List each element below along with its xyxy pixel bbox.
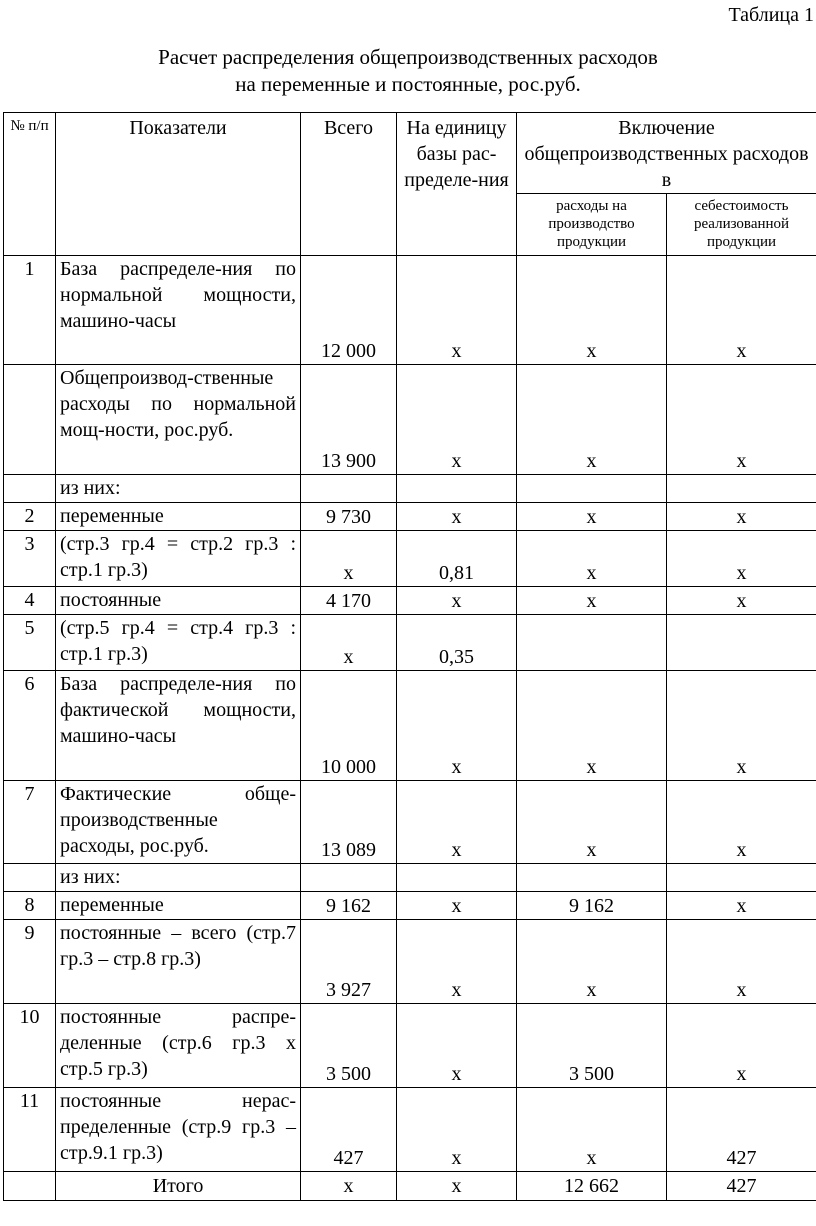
row-unit: х — [397, 587, 517, 615]
row-name: переменные — [56, 503, 301, 531]
row-production: х — [517, 671, 667, 781]
table-row — [4, 1088, 816, 1172]
row-name: из них: — [56, 864, 301, 892]
row-num: 10 — [4, 1004, 56, 1088]
row-cost: х — [667, 671, 816, 781]
row-cost: х — [667, 1004, 816, 1088]
row-cost: 427 — [667, 1088, 816, 1172]
row-num: 11 — [4, 1088, 56, 1172]
total-total: х — [301, 1172, 397, 1201]
row-unit: х — [397, 1004, 517, 1088]
row-name: постоянные — [56, 587, 301, 615]
header-num: № п/п — [4, 113, 56, 256]
row-name: База распределе-ния по фактической мощности, машино-часы — [56, 671, 301, 781]
row-num: 3 — [4, 531, 56, 587]
table-caption: Таблица 1 — [728, 4, 814, 26]
row-production — [517, 864, 667, 892]
row-total: 13 089 — [301, 781, 397, 864]
row-total: 427 — [301, 1088, 397, 1172]
row-cost: х — [667, 531, 816, 587]
table-row — [4, 531, 816, 587]
distribution-table — [3, 112, 816, 1201]
table-row — [4, 503, 816, 531]
row-name: постоянные – всего (стр.7 гр.3 – стр.8 гр.3) — [56, 920, 301, 1004]
table-row — [4, 920, 816, 1004]
row-total: 4 170 — [301, 587, 397, 615]
row-num: 9 — [4, 920, 56, 1004]
row-name: Общепроизвод-ственные расходы по нормальной мощ-ности, рос.руб. — [56, 365, 301, 475]
row-name: переменные — [56, 892, 301, 920]
row-total: х — [301, 615, 397, 671]
header-total: Всего — [301, 113, 397, 256]
row-production: х — [517, 587, 667, 615]
row-num: 8 — [4, 892, 56, 920]
row-production: х — [517, 256, 667, 365]
row-cost: х — [667, 256, 816, 365]
table-row — [4, 365, 816, 475]
row-name: (стр.3 гр.4 = стр.2 гр.3 : стр.1 гр.3) — [56, 531, 301, 587]
row-production: 9 162 — [517, 892, 667, 920]
row-name: постоянные распре-деленные (стр.6 гр.3 х стр.5 гр.3) — [56, 1004, 301, 1088]
row-cost: х — [667, 503, 816, 531]
row-cost: х — [667, 892, 816, 920]
row-num: 6 — [4, 671, 56, 781]
total-unit: х — [397, 1172, 517, 1201]
row-num: 1 — [4, 256, 56, 365]
row-total: 10 000 — [301, 671, 397, 781]
header-per-unit: На единицу базы рас-пределе-ния — [397, 113, 517, 256]
row-production: х — [517, 1088, 667, 1172]
header-cost: себестоимость реализованной продукции — [667, 194, 816, 256]
table-row — [4, 256, 816, 365]
header-inclusion: Включение общепроизводственных расходов в — [517, 113, 816, 194]
row-name: постоянные нерас-пределенные (стр.9 гр.3 – стр.9.1 гр.3) — [56, 1088, 301, 1172]
row-total: 3 927 — [301, 920, 397, 1004]
row-name: База распределе-ния по нормальной мощности, машино-часы — [56, 256, 301, 365]
row-total: 12 000 — [301, 256, 397, 365]
row-production — [517, 615, 667, 671]
row-num: 4 — [4, 587, 56, 615]
row-cost: х — [667, 365, 816, 475]
title-line-2: на переменные и постоянные, рос.руб. — [235, 72, 581, 96]
row-production: х — [517, 781, 667, 864]
row-cost — [667, 864, 816, 892]
table-row — [4, 864, 816, 892]
document-title — [0, 44, 816, 98]
row-cost: х — [667, 920, 816, 1004]
table-row — [4, 892, 816, 920]
table-row — [4, 671, 816, 781]
row-name: (стр.5 гр.4 = стр.4 гр.3 : стр.1 гр.3) — [56, 615, 301, 671]
row-cost: х — [667, 781, 816, 864]
row-production — [517, 475, 667, 503]
row-num: 5 — [4, 615, 56, 671]
row-production: х — [517, 503, 667, 531]
row-production: х — [517, 365, 667, 475]
row-num — [4, 365, 56, 475]
row-unit: х — [397, 256, 517, 365]
row-cost — [667, 475, 816, 503]
row-production: х — [517, 531, 667, 587]
total-cost: 427 — [667, 1172, 816, 1201]
row-unit: х — [397, 365, 517, 475]
table-row — [4, 1004, 816, 1088]
total-row — [4, 1172, 816, 1201]
row-unit: х — [397, 920, 517, 1004]
table-row — [4, 475, 816, 503]
row-num — [4, 864, 56, 892]
row-name: из них: — [56, 475, 301, 503]
row-num: 7 — [4, 781, 56, 864]
title-line-1: Расчет распределения общепроизводственных расходов — [158, 45, 658, 69]
row-unit: х — [397, 503, 517, 531]
row-unit: х — [397, 1088, 517, 1172]
row-unit: 0,81 — [397, 531, 517, 587]
row-total — [301, 475, 397, 503]
row-num: 2 — [4, 503, 56, 531]
row-unit: х — [397, 671, 517, 781]
row-total: х — [301, 531, 397, 587]
table-row — [4, 615, 816, 671]
row-unit: 0,35 — [397, 615, 517, 671]
row-production: х — [517, 920, 667, 1004]
table-row — [4, 587, 816, 615]
total-label: Итого — [56, 1172, 301, 1201]
row-unit — [397, 864, 517, 892]
header-production: расходы на производство продукции — [517, 194, 667, 256]
row-total: 9 730 — [301, 503, 397, 531]
table-row — [4, 781, 816, 864]
row-production: 3 500 — [517, 1004, 667, 1088]
row-unit — [397, 475, 517, 503]
row-total: 13 900 — [301, 365, 397, 475]
row-total: 9 162 — [301, 892, 397, 920]
header-indicator: Показатели — [56, 113, 301, 256]
row-total: 3 500 — [301, 1004, 397, 1088]
total-production: 12 662 — [517, 1172, 667, 1201]
row-num — [4, 475, 56, 503]
row-total — [301, 864, 397, 892]
row-unit: х — [397, 781, 517, 864]
row-name: Фактические обще-производственные расходы, рос.руб. — [56, 781, 301, 864]
row-cost: х — [667, 587, 816, 615]
total-row-num — [4, 1172, 56, 1201]
row-unit: х — [397, 892, 517, 920]
row-cost — [667, 615, 816, 671]
